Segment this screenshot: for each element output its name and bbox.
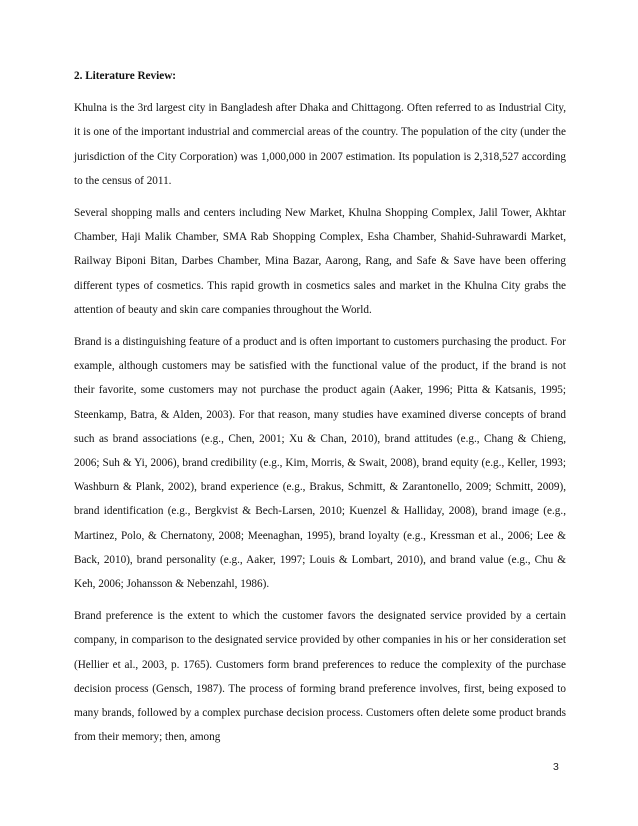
section-heading: 2. Literature Review:: [74, 70, 176, 82]
paragraph-brand-preference: Brand preference is the extent to which the customer favors the designated service provided by a certain company, in comparison to the designated service provided by other companies in his or her consideration set (Hellier et al., 2003, p. 1765). Customers form brand preferences to reduce the complexity of the purchase decision process (Gensch, 1987). The process of forming brand preference involves, first, being exposed to many brands, followed by a complex purchase decision process. Customers often delete some product brands from their memory; then, among: [74, 610, 566, 744]
paragraph-brand-concepts: Brand is a distinguishing feature of a product and is often important to customers purchasing the product. For example, although customers may be satisfied with the functional value of the product, if the brand is not their favorite, some customers may not purchase the product again (Aaker, 1996; Pitta & Katsanis, 1995; Steenkamp, Batra, & Alden, 2003). For that reason, many studies have examined diverse concepts of brand such as brand associations (e.g., Chen, 2001; Xu & Chan, 2010), brand attitudes (e.g., Chang & Chieng, 2006; Suh & Yi, 2006), brand credibility (e.g., Kim, Morris, & Swait, 2008), brand equity (e.g., Keller, 1993; Washburn & Plank, 2002), brand experience (e.g., Brakus, Schmitt, & Zarantonello, 2009; Schmitt, 2009), brand identification (e.g., Bergkvist & Bech-Larsen, 2010; Kuenzel & Halliday, 2008), brand image (e.g., Martinez, Polo, & Chernatony, 2008; Meenaghan, 1995), brand loyalty (e.g., Kressman et al., 2006; Lee & Back, 2010), brand personality (e.g., Aaker, 1997; Louis & Lombart, 2010), and brand value (e.g., Chu & Keh, 2006; Johansson & Nebenzahl, 1986).: [74, 336, 566, 591]
paragraph-shopping-malls: Several shopping malls and centers including New Market, Khulna Shopping Complex, Jalil Tower, Akhtar Chamber, Haji Malik Chamber, SMA Rab Shopping Complex, Esha Chamber, Shahid-Suhrawardi Market, Railway Biponi Bitan, Darbes Chamber, Mina Bazar, Aarong, Rang, and Safe & Save have been offering different types of cosmetics. This rapid growth in cosmetics sales and market in the Khulna City grabs the attention of beauty and skin care companies throughout the World.: [74, 207, 566, 316]
page-body: [74, 64, 566, 749]
page-number: 3: [553, 761, 559, 773]
paragraph-khulna-intro: Khulna is the 3rd largest city in Bangladesh after Dhaka and Chittagong. Often referred to as Industrial City, it is one of the important industrial and commercial areas of the country. The population of the city (under the jurisdiction of the City Corporation) was 1,000,000 in 2007 estimation. Its population is 2,318,527 according to the census of 2011.: [74, 102, 566, 187]
